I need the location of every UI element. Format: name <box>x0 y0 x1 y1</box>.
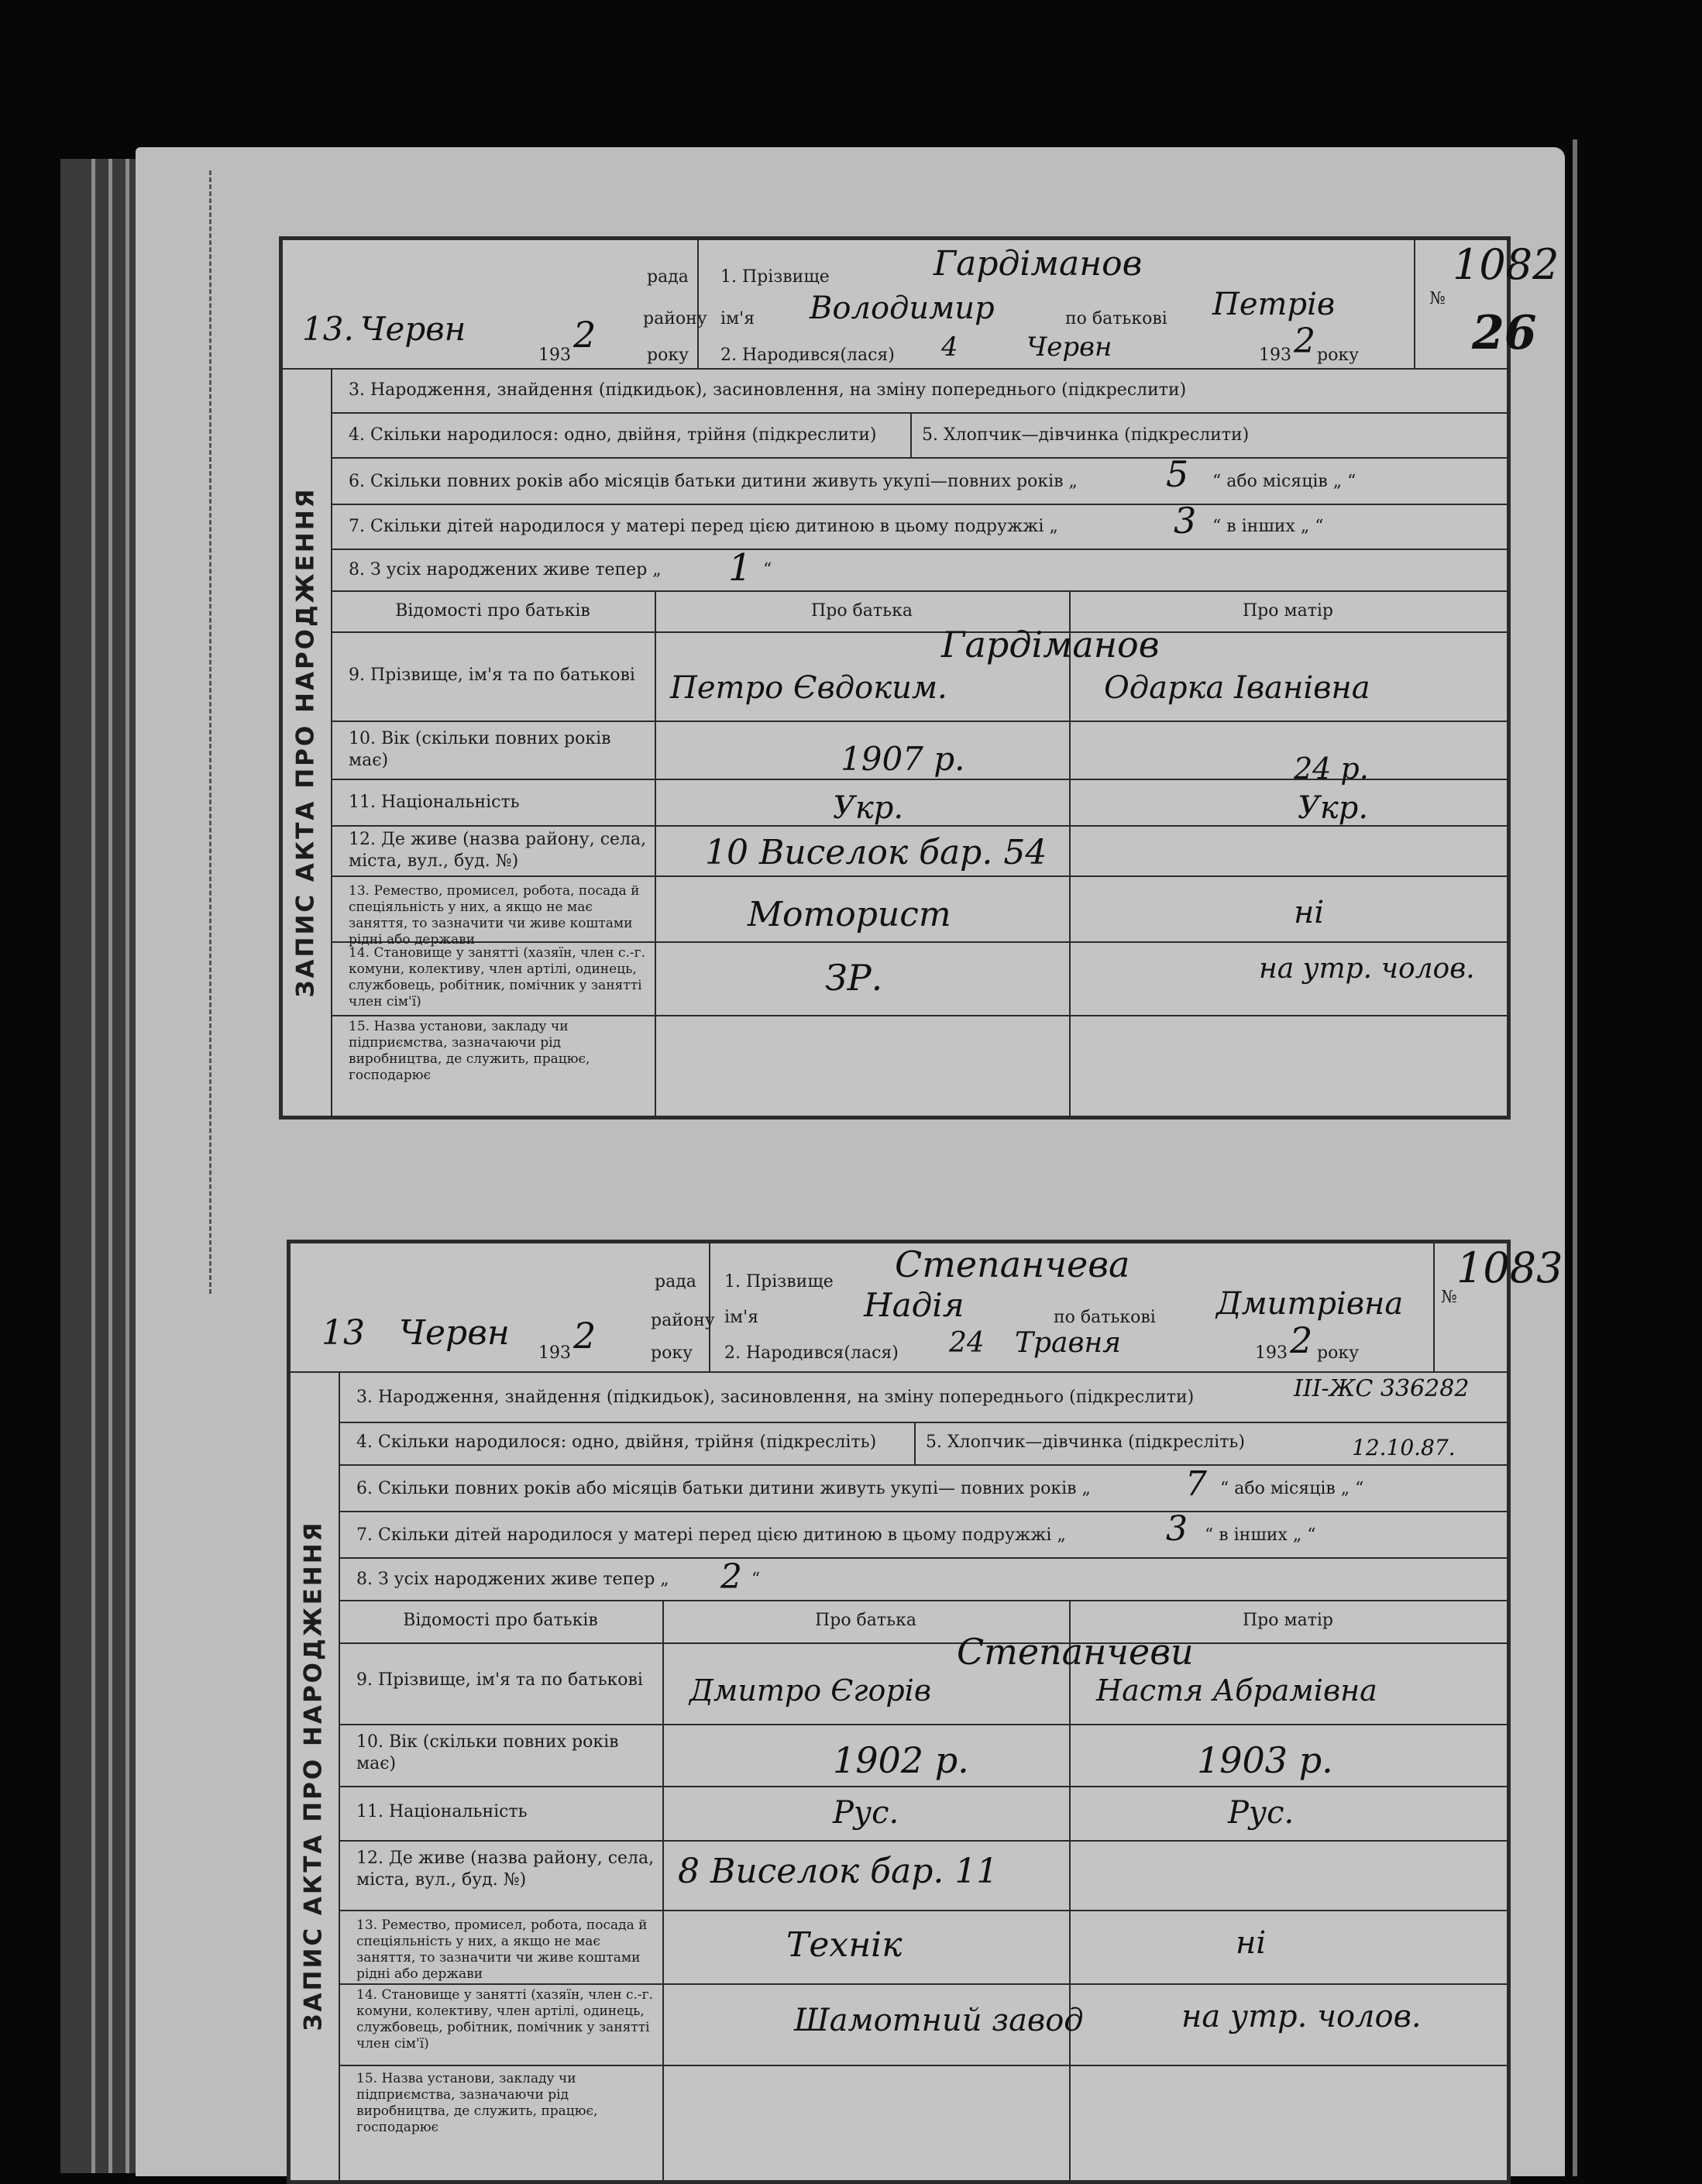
row-6-tail: “ або місяців „ “ <box>1220 1479 1364 1498</box>
born-label: 2. Народився(лася) <box>724 1343 899 1363</box>
birth-record-1 <box>279 236 1559 1120</box>
roku-label: року <box>651 1343 693 1363</box>
patronymic-value: Петрів <box>1212 287 1336 322</box>
row-4-label: 4. Скільки народилося: одно, двійня, трійня (підкресліть) <box>356 1432 877 1452</box>
born-label: 2. Народився(лася) <box>720 346 895 365</box>
record-number: 1083 <box>1456 1243 1563 1292</box>
book-spine <box>60 159 146 2173</box>
row-13-label: 13. Ремество, промисел, робота, посада й спеціяльність у них, а якщо не має заняття, то зазначити чи живе коштами рідні або держави <box>356 1917 648 1982</box>
born-month: Червн <box>1026 332 1112 363</box>
row-8-value: 2 <box>720 1557 742 1597</box>
patronymic-value: Дмитрівна <box>1216 1286 1404 1322</box>
col-header-info: Відомості про батьків <box>395 601 590 621</box>
reg-month: Червн <box>399 1313 510 1353</box>
row-8-label: 8. З усіх народжених живе тепер „ <box>349 560 662 580</box>
row-11-label: 11. Національність <box>349 793 520 812</box>
row-3-label: 3. Народження, знайдення (підкидьок), засиновлення, на зміну попереднього (підкреслити) <box>356 1388 1195 1407</box>
reg-year-prefix: 193 <box>538 1343 571 1363</box>
row-7-tail: “ в інших „ “ <box>1205 1525 1316 1545</box>
reg-day: 13 <box>321 1313 365 1353</box>
row-5-label: 5. Хлопчик—дівчинка (підкреслити) <box>922 425 1250 445</box>
row-11-mother: Рус. <box>1228 1795 1295 1831</box>
reg-day: 13. <box>302 310 354 348</box>
born-year-prefix: 193 <box>1255 1343 1288 1363</box>
born-day: 4 <box>941 332 958 363</box>
col-header-mother: Про матір <box>1242 601 1334 621</box>
col-header-father: Про батька <box>811 601 913 621</box>
surname-value: Степанчева <box>895 1243 1130 1285</box>
name-value: Володимир <box>810 291 995 326</box>
row-10-label: 10. Вік (скільки повних років має) <box>349 729 611 770</box>
row-3-label: 3. Народження, знайдення (підкидьок), засиновлення, на зміну попереднього (підкреслити) <box>349 380 1187 400</box>
name-value: Надія <box>864 1286 964 1324</box>
row-13-mother: ні <box>1236 1925 1267 1961</box>
row-10-father: 1902 р. <box>833 1739 969 1781</box>
row-11-mother: Укр. <box>1298 790 1369 826</box>
row-13-label: 13. Ремество, промисел, робота, посада й спеціяльність у них, а якщо не має заняття, то зазначити чи живе коштами рідні або держави <box>349 883 640 948</box>
row-13-mother: ні <box>1294 895 1325 930</box>
record-number-2: 26 <box>1472 306 1537 360</box>
number-sign: № <box>1429 289 1446 308</box>
row-6-label: 6. Скільки повних років або місяців батьки дитини живуть укупі— повних років „ <box>356 1479 1091 1498</box>
raionu-label: району <box>643 309 707 328</box>
row-10-mother: 1903 р. <box>1197 1739 1333 1781</box>
perforation-line <box>209 170 211 1294</box>
row-11-label: 11. Національність <box>356 1802 528 1821</box>
row-9-father: Дмитро Єгорів <box>689 1673 931 1708</box>
row-14-mother: на утр. чолов. <box>1259 953 1475 985</box>
row-12-father: 8 Виселок бар. 11 <box>678 1852 999 1891</box>
row-7-tail: “ в інших „ “ <box>1212 517 1324 536</box>
row-6-tail: “ або місяців „ “ <box>1212 472 1356 491</box>
row-14-father: ЗР. <box>825 957 883 999</box>
row-12-father: 10 Виселок бар. 54 <box>705 833 1047 872</box>
row-5-label: 5. Хлопчик—дівчинка (підкресліть) <box>926 1432 1245 1452</box>
side-title: ЗАПИС АКТА ПРО НАРОДЖЕННЯ <box>300 1520 328 2031</box>
row-11-father: Рус. <box>833 1795 899 1831</box>
patronymic-label: по батькові <box>1065 309 1167 328</box>
row-13-father: Технік <box>786 1925 903 1965</box>
common-surname: Гардіманов <box>941 624 1160 666</box>
row-7-value: 3 <box>1166 1509 1188 1549</box>
surname-label: 1. Прізвище <box>724 1272 834 1291</box>
row-6-value: 7 <box>1185 1464 1207 1504</box>
row-10-label: 10. Вік (скільки повних років має) <box>356 1732 619 1773</box>
raionu-label: району <box>651 1311 715 1330</box>
row-6-value: 5 <box>1166 453 1189 495</box>
rada-label: рада <box>647 267 689 287</box>
col-header-father: Про батька <box>815 1611 916 1630</box>
row-8-tail: “ <box>751 1570 761 1589</box>
name-label: ім'я <box>724 1308 759 1327</box>
row-10-father: 1907 р. <box>841 740 965 778</box>
row-7-label: 7. Скільки дітей народилося у матері перед цією дитиною в цьому подружжі „ <box>349 517 1058 536</box>
row-12-label: 12. Де живе (назва району, села, міста, вул., буд. №) <box>356 1849 655 1890</box>
born-day: 24 <box>949 1327 985 1359</box>
page-stack-edge <box>1503 139 1577 2176</box>
row-7-label: 7. Скільки дітей народилося у матері перед цією дитиною в цьому подружжі „ <box>356 1525 1066 1545</box>
name-label: ім'я <box>720 309 755 328</box>
row-7-value: 3 <box>1174 500 1197 542</box>
row-8-value: 1 <box>728 546 752 590</box>
col-header-info: Відомості про батьків <box>403 1611 598 1630</box>
patronymic-label: по батькові <box>1054 1308 1156 1327</box>
row-9-label: 9. Прізвище, ім'я та по батькові <box>356 1670 643 1690</box>
side-title: ЗАПИС АКТА ПРО НАРОДЖЕННЯ <box>292 486 320 998</box>
row-9-father: Петро Євдоким. <box>670 670 947 706</box>
side-note-2: 12.10.87. <box>1352 1435 1456 1460</box>
surname-label: 1. Прізвище <box>720 267 830 287</box>
born-month: Травня <box>1015 1327 1122 1359</box>
row-14-label: 14. Становище у занятті (хазяїн, член с.-г. комуни, колективу, член артілі, одинець, службовець, робітник, помічник у занятті член сім'ї) <box>356 1987 653 2052</box>
born-roku-label: року <box>1317 346 1360 365</box>
row-9-mother: Настя Абрамівна <box>1096 1673 1377 1708</box>
row-14-label: 14. Становище у занятті (хазяїн, член с.-г. комуни, колективу, член артілі, одинець, службовець, робітник, помічник у занятті член сім'ї) <box>349 945 645 1009</box>
row-11-father: Укр. <box>833 790 904 826</box>
row-8-label: 8. З усіх народжених живе тепер „ <box>356 1570 669 1589</box>
reg-year-digit: 2 <box>573 1315 597 1357</box>
record-number: 1082 <box>1453 240 1559 289</box>
row-9-label: 9. Прізвище, ім'я та по батькові <box>349 666 635 685</box>
row-15-label: 15. Назва установи, закладу чи підприємства, зазначаючи рід виробництва, де служить, працює, господарює <box>349 1019 590 1083</box>
number-sign: № <box>1441 1288 1457 1307</box>
common-surname: Степанчеви <box>957 1631 1194 1673</box>
birth-record-2 <box>287 1240 1563 2184</box>
row-13-father: Моторист <box>748 895 951 934</box>
row-14-mother: на утр. чолов. <box>1181 1999 1422 2034</box>
born-roku-label: року <box>1317 1343 1360 1363</box>
row-6-label: 6. Скільки повних років або місяців батьки дитини живуть укупі—повних років „ <box>349 472 1078 491</box>
reg-month: Червн <box>360 310 466 348</box>
row-9-mother: Одарка Іванівна <box>1104 670 1370 706</box>
rada-label: рада <box>655 1272 696 1291</box>
row-15-label: 15. Назва установи, закладу чи підприємства, зазначаючи рід виробництва, де служить, працює, господарює <box>356 2071 598 2135</box>
col-header-mother: Про матір <box>1242 1611 1334 1630</box>
reg-year-digit: 2 <box>573 314 597 356</box>
row-8-tail: “ <box>763 560 772 580</box>
side-note: ІІІ-ЖС 336282 <box>1294 1375 1470 1402</box>
surname-value: Гардіманов <box>934 244 1143 284</box>
born-year-prefix: 193 <box>1259 346 1291 365</box>
born-year-digit: 2 <box>1290 1319 1313 1361</box>
row-4-label: 4. Скільки народилося: одно, двійня, трійня (підкреслити) <box>349 425 877 445</box>
born-year-digit: 2 <box>1294 322 1315 361</box>
row-14-father: Шамотний завод <box>794 2003 1084 2038</box>
reg-year-prefix: 193 <box>538 346 571 365</box>
row-12-label: 12. Де живе (назва району, села, міста, вул., буд. №) <box>349 830 647 871</box>
roku-label: року <box>647 346 689 365</box>
row-10-mother: 24 р. <box>1294 752 1369 786</box>
